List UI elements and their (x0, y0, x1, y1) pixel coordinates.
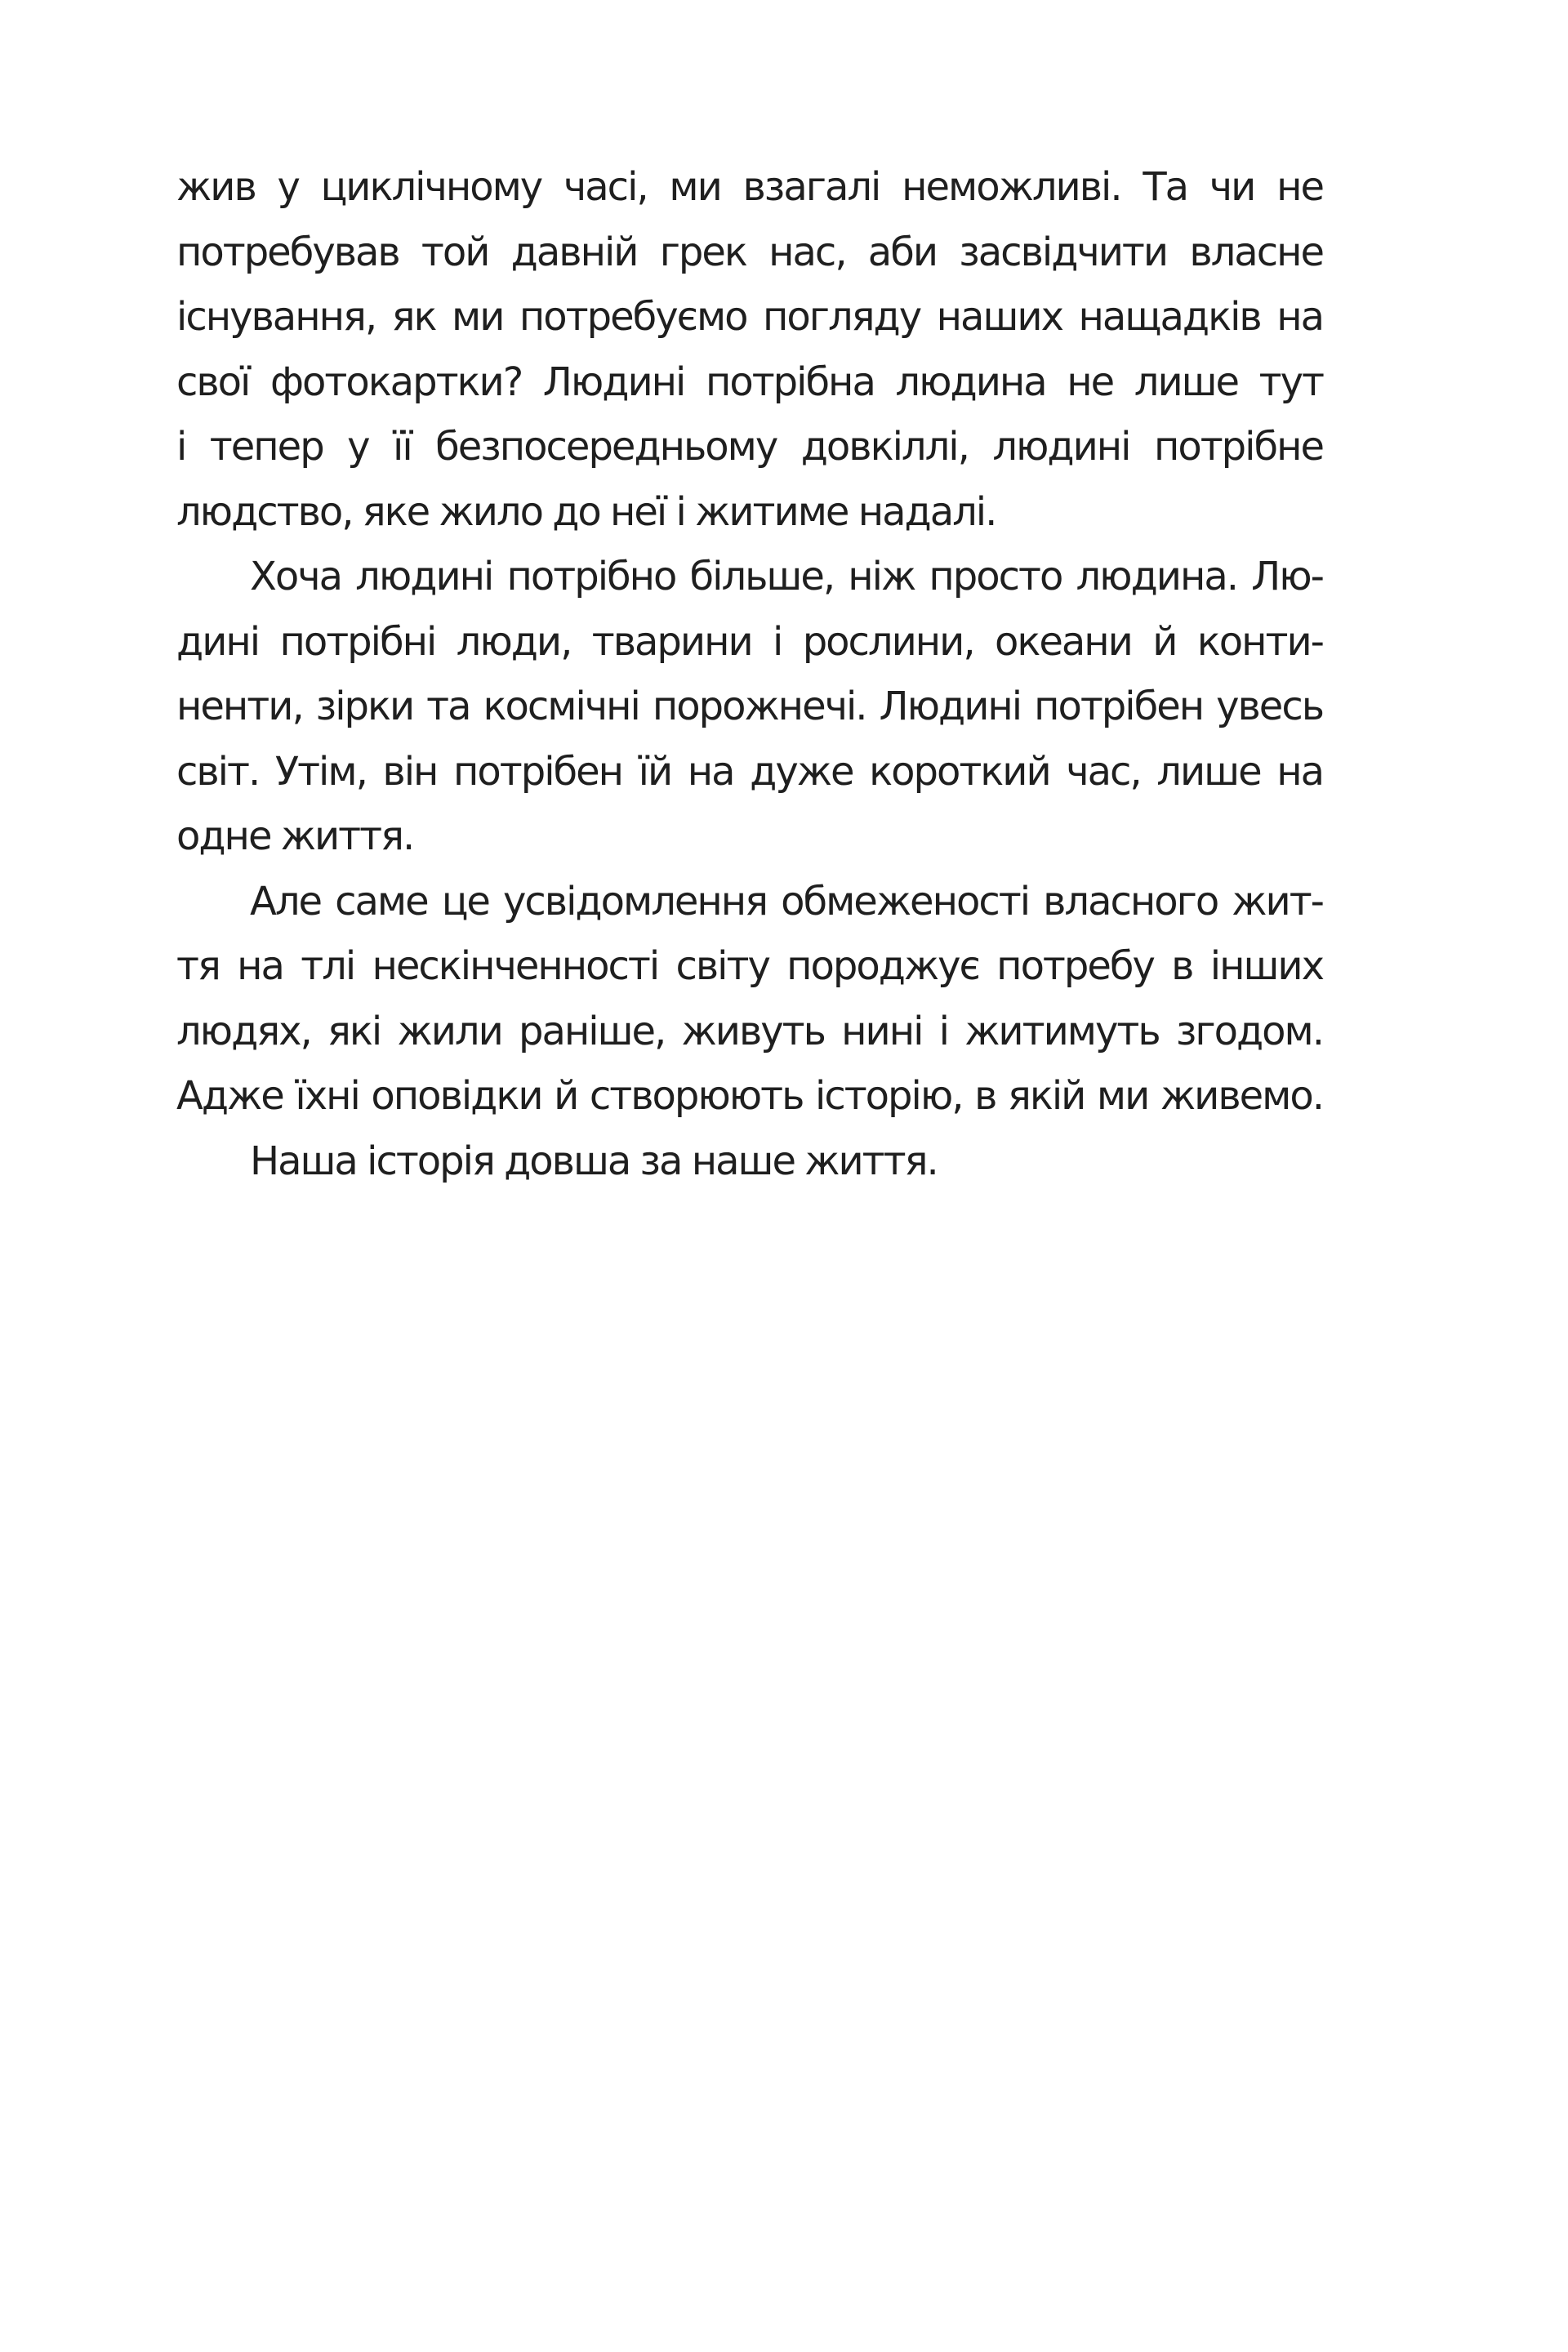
text-line: людях, які жили раніше, живуть нині і житимуть згодом. (176, 1008, 1323, 1054)
text-line: світ. Утім, він потрібен їй на дуже короткий час, лише на (176, 748, 1323, 795)
text-line: Адже їхні оповідки й створюють історію, в якій ми живемо. (176, 1073, 1323, 1119)
text-line: Хоча людині потрібно більше, ніж просто людина. Лю- (250, 554, 1323, 599)
paragraph-1 (176, 155, 1323, 545)
text-line: одне життя. (176, 813, 414, 859)
text-line: існування, як ми потребуємо погляду наших нащадків на (176, 294, 1323, 340)
text-line: жив у циклічному часі, ми взагалі неможливі. Та чи не (176, 164, 1323, 210)
text-line: Наша історія довша за наше життя. (250, 1138, 938, 1184)
text-line: людство, яке жило до неї і житиме надалі. (176, 488, 996, 535)
text-line: потребував той давній грек нас, аби засвідчити власне (176, 229, 1323, 275)
text-line: Але саме це усвідомлення обмеженості власного жит- (250, 878, 1323, 924)
paragraph-4 (176, 1129, 1323, 1195)
text-line: дині потрібні люди, тварини і рослини, океани й конти- (176, 618, 1323, 665)
body-text (176, 155, 1323, 1194)
text-line: тя на тлі нескінченності світу породжує потребу в інших (176, 943, 1323, 989)
text-line: і тепер у її безпосередньому довкіллі, людині потрібне (176, 424, 1323, 470)
paragraph-2 (176, 545, 1323, 870)
text-line: ненти, зірки та космічні порожнечі. Людині потрібен увесь (176, 684, 1323, 729)
paragraph-3 (176, 870, 1323, 1129)
text-line: свої фотокартки? Людині потрібна людина не лише тут (176, 359, 1323, 405)
